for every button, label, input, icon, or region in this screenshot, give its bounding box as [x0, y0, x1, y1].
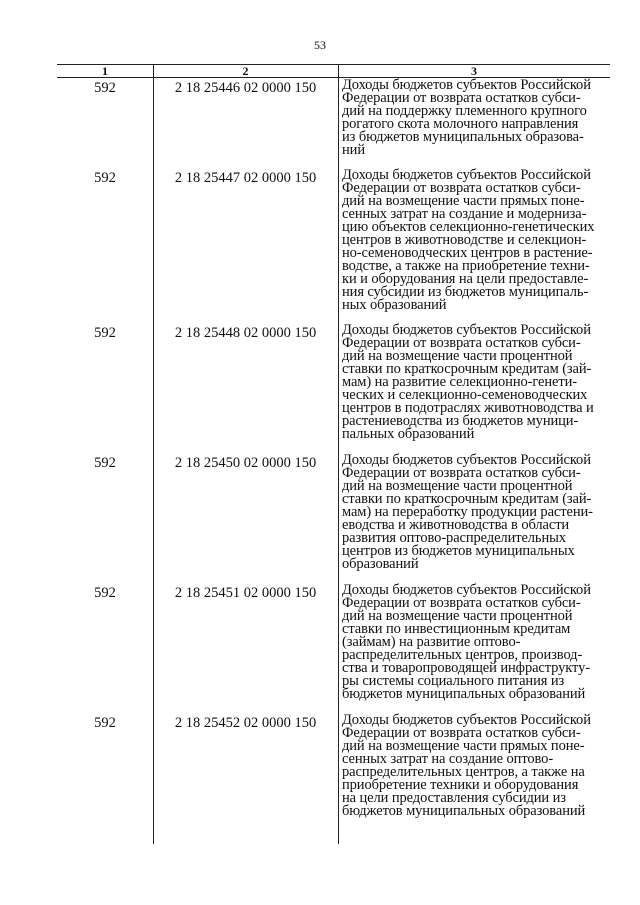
table-row — [57, 169, 610, 312]
revenue-table — [57, 64, 610, 819]
table-row — [57, 714, 610, 818]
description-line: дий на возмещение части прямых поне- — [342, 738, 585, 754]
description-line: (займам) на развитие оптово- — [342, 634, 521, 650]
description-line: сенных затрат на создание и модерниза- — [342, 206, 587, 222]
description-line: распределительных центров, производ- — [342, 647, 583, 663]
header-col-1: 1 — [102, 64, 108, 78]
description-cell — [338, 79, 610, 157]
description-line: приобретение техники и оборудования — [342, 777, 579, 793]
description-line: Доходы бюджетов субъектов Российской — [342, 77, 591, 93]
description-line: центров в подотраслях животноводства и — [342, 400, 594, 416]
description-line: ных образований — [342, 297, 447, 313]
page-number: 53 — [314, 38, 326, 52]
description-line: центров из бюджетов муниципальных — [342, 543, 575, 559]
description-line: цию объектов селекционно-генетических — [342, 219, 595, 235]
description-line: дий на возмещение части процентной — [342, 348, 573, 364]
description-line: Федерации от возврата остатков субси- — [342, 595, 581, 611]
description-line: ставки по краткосрочным кредитам (зай- — [342, 361, 592, 377]
table-row — [57, 454, 610, 571]
description-line: на цели предоставления субсидии из — [342, 790, 566, 806]
admin-code-cell: 592 — [94, 325, 116, 341]
admin-code-cell: 592 — [94, 715, 116, 731]
description-line: Федерации от возврата остатков субси- — [342, 335, 581, 351]
description-line: мам) на переработку продукции растени- — [342, 504, 593, 520]
description-line: бюджетов муниципальных образований — [342, 686, 586, 702]
description-line: Федерации от возврата остатков субси- — [342, 180, 581, 196]
description-line: Федерации от возврата остатков субси- — [342, 725, 581, 741]
budget-code-cell: 2 18 25448 02 0000 150 — [174, 325, 317, 341]
description-line: ставки по краткосрочным кредитам (зай- — [342, 491, 592, 507]
header-col-3: 3 — [471, 64, 477, 78]
description-line: Доходы бюджетов субъектов Российской — [342, 322, 591, 338]
description-line: ства и товаропроводящей инфраструкту- — [342, 660, 590, 676]
description-cell — [338, 169, 610, 312]
budget-code-cell: 2 18 25451 02 0000 150 — [174, 585, 317, 601]
admin-code-cell: 592 — [94, 80, 116, 96]
description-line: ставки по инвестиционным кредитам — [342, 621, 571, 637]
budget-code-cell: 2 18 25447 02 0000 150 — [174, 170, 317, 186]
description-line: пальных образований — [342, 426, 475, 442]
description-cell — [338, 454, 610, 571]
description-cell — [338, 584, 610, 701]
description-line: ний — [342, 142, 365, 158]
description-line: дий на возмещение части прямых поне- — [342, 193, 585, 209]
budget-code-cell: 2 18 25452 02 0000 150 — [174, 715, 317, 731]
description-line: центров в животноводстве и селекцион- — [342, 232, 587, 248]
admin-code-cell: 592 — [94, 170, 116, 186]
description-line: из бюджетов муниципальных образова- — [342, 129, 584, 145]
budget-code-cell: 2 18 25446 02 0000 150 — [174, 80, 317, 96]
description-line: ния субсидии из бюджетов муниципаль- — [342, 284, 589, 300]
description-line: Доходы бюджетов субъектов Российской — [342, 712, 591, 728]
description-line: сенных затрат на создание оптово- — [342, 751, 554, 767]
description-line: бюджетов муниципальных образований — [342, 803, 586, 819]
description-line: ры системы социального питания из — [342, 673, 565, 689]
description-line: мам) на развитие селекционно-генети- — [342, 374, 577, 390]
description-line: Доходы бюджетов субъектов Российской — [342, 452, 591, 468]
description-cell — [338, 714, 610, 818]
description-line: развития оптово-распределительных — [342, 530, 566, 546]
description-line: ческих и селекционно-семеноводческих — [342, 387, 588, 403]
description-line: Федерации от возврата остатков субси- — [342, 90, 581, 106]
table-row — [57, 584, 610, 701]
description-line: рогатого скота молочного направления — [342, 116, 579, 132]
table-header — [57, 64, 610, 78]
description-line: распределительных центров, а также на — [342, 764, 585, 780]
table-row — [57, 324, 610, 441]
description-line: образований — [342, 556, 419, 572]
admin-code-cell: 592 — [94, 585, 116, 601]
description-line: дий на поддержку племенного крупного — [342, 103, 587, 119]
description-line: но-семеноводческих центров в растение- — [342, 245, 593, 261]
admin-code-cell: 592 — [94, 455, 116, 471]
header-col-2: 2 — [242, 64, 249, 78]
description-line: Доходы бюджетов субъектов Российской — [342, 582, 591, 598]
budget-code-cell: 2 18 25450 02 0000 150 — [174, 455, 317, 471]
description-line: растениеводства из бюджетов муници- — [342, 413, 579, 429]
description-line: ки и оборудования на цели предоставле- — [342, 271, 589, 287]
description-line: дий на возмещение части процентной — [342, 478, 573, 494]
description-line: водстве, а также на приобретение техни- — [342, 258, 590, 274]
description-cell — [338, 324, 610, 441]
description-line: Доходы бюджетов субъектов Российской — [342, 167, 591, 183]
description-line: дий на возмещение части процентной — [342, 608, 573, 624]
description-line: еводства и животноводства в области — [342, 517, 570, 533]
description-line: Федерации от возврата остатков субси- — [342, 465, 581, 481]
table-row — [57, 79, 610, 157]
